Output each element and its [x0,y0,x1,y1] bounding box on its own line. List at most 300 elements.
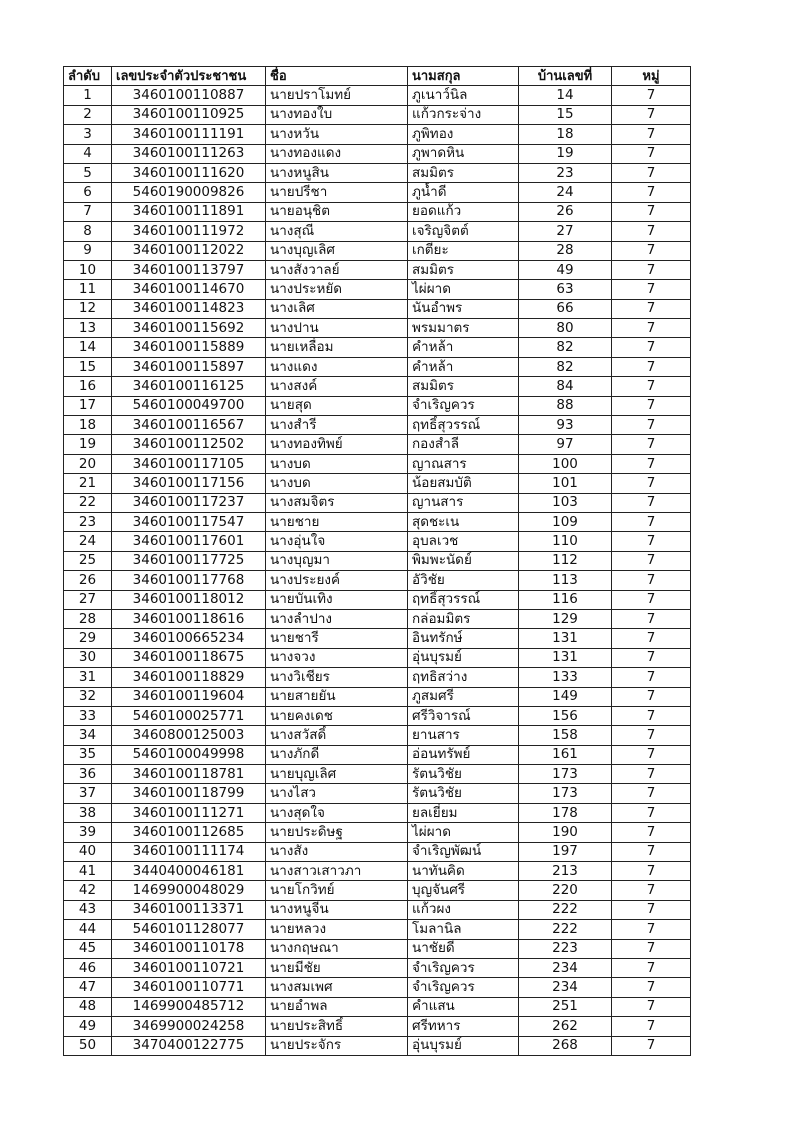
cell-surname: น้อยสมบัติ [408,474,519,493]
cell-order: 46 [64,958,112,977]
cell-village-no: 7 [612,900,691,919]
cell-house-number: 26 [519,202,612,221]
cell-first-name: นางประหยัด [266,280,408,299]
cell-order: 8 [64,222,112,241]
cell-surname: ภูพิทอง [408,125,519,144]
table-row [64,241,691,260]
table-row [64,222,691,241]
cell-first-name: นายปราโมทย์ [266,86,408,105]
cell-surname: เจริญจิตต์ [408,222,519,241]
cell-id-number: 3460100118616 [112,609,266,628]
cell-id-number: 3460100117156 [112,474,266,493]
cell-village-no: 7 [612,648,691,667]
cell-surname: จำเริญควร [408,978,519,997]
cell-order: 35 [64,745,112,764]
cell-order: 47 [64,978,112,997]
header-order: ลำดับ [64,67,112,86]
cell-order: 7 [64,202,112,221]
table-row [64,648,691,667]
cell-village-no: 7 [612,416,691,435]
cell-house-number: 113 [519,571,612,590]
cell-order: 27 [64,590,112,609]
cell-village-no: 7 [612,862,691,881]
cell-surname: รัตนวิชัย [408,784,519,803]
cell-surname: ภูสมศรี [408,687,519,706]
cell-surname: ยอดแก้ว [408,202,519,221]
cell-village-no: 7 [612,571,691,590]
cell-house-number: 190 [519,823,612,842]
cell-village-no: 7 [612,784,691,803]
cell-village-no: 7 [612,144,691,163]
cell-order: 24 [64,532,112,551]
cell-surname: คำหล้า [408,357,519,376]
cell-house-number: 223 [519,939,612,958]
cell-order: 33 [64,706,112,725]
cell-village-no: 7 [612,454,691,473]
table-row [64,260,691,279]
cell-surname: บุญจันศรี [408,881,519,900]
cell-id-number: 3460100118829 [112,668,266,687]
table-row [64,202,691,221]
cell-village-no: 7 [612,1017,691,1036]
cell-house-number: 268 [519,1036,612,1055]
header-village-no: หมู่ [612,67,691,86]
cell-id-number: 3460100116567 [112,416,266,435]
cell-house-number: 66 [519,299,612,318]
cell-first-name: นางอุ่นใจ [266,532,408,551]
cell-order: 22 [64,493,112,512]
cell-first-name: นางหนูจีน [266,900,408,919]
table-row [64,668,691,687]
table-row [64,532,691,551]
cell-surname: ยานสาร [408,726,519,745]
cell-order: 34 [64,726,112,745]
cell-village-no: 7 [612,357,691,376]
cell-surname: กล่อมมิตร [408,609,519,628]
cell-surname: อุ่นบุรมย์ [408,1036,519,1055]
cell-order: 40 [64,842,112,861]
cell-house-number: 234 [519,978,612,997]
cell-house-number: 112 [519,551,612,570]
table-row [64,357,691,376]
cell-house-number: 80 [519,319,612,338]
cell-id-number: 3460100117105 [112,454,266,473]
cell-house-number: 109 [519,512,612,531]
cell-first-name: นางสงค์ [266,377,408,396]
cell-surname: ฤทธิสว่าง [408,668,519,687]
cell-id-number: 3460100110925 [112,105,266,124]
cell-order: 16 [64,377,112,396]
cell-order: 43 [64,900,112,919]
cell-first-name: นางสัง [266,842,408,861]
table-row [64,454,691,473]
cell-village-no: 7 [612,319,691,338]
cell-first-name: นางบุญเลิศ [266,241,408,260]
cell-id-number: 3469900024258 [112,1017,266,1036]
cell-id-number: 3460100117601 [112,532,266,551]
table-row [64,706,691,725]
cell-house-number: 49 [519,260,612,279]
cell-order: 29 [64,629,112,648]
cell-first-name: นางแดง [266,357,408,376]
header-surname: นามสกุล [408,67,519,86]
cell-first-name: นายบุญเลิศ [266,765,408,784]
cell-first-name: นายประดิษฐ [266,823,408,842]
cell-surname: ศรีวิจารณ์ [408,706,519,725]
cell-surname: แก้วผง [408,900,519,919]
cell-first-name: นางภักดี [266,745,408,764]
cell-house-number: 251 [519,997,612,1016]
cell-village-no: 7 [612,338,691,357]
cell-house-number: 213 [519,862,612,881]
cell-id-number: 3460100119604 [112,687,266,706]
cell-surname: สุดชะเน [408,512,519,531]
cell-surname: พรมมาตร [408,319,519,338]
header-id-number: เลขประจำตัวประชาชน [112,67,266,86]
cell-order: 39 [64,823,112,842]
cell-id-number: 3460100110721 [112,958,266,977]
cell-order: 48 [64,997,112,1016]
voter-list-table [63,66,691,1056]
cell-order: 4 [64,144,112,163]
cell-id-number: 3440400046181 [112,862,266,881]
cell-surname: เกตียะ [408,241,519,260]
cell-surname: โมลานิล [408,920,519,939]
cell-first-name: นางสังวาลย์ [266,260,408,279]
cell-house-number: 82 [519,357,612,376]
table-row [64,86,691,105]
header-first-name: ชื่อ [266,67,408,86]
cell-order: 37 [64,784,112,803]
cell-house-number: 97 [519,435,612,454]
cell-first-name: นายชารี [266,629,408,648]
cell-order: 21 [64,474,112,493]
cell-first-name: นางลำปาง [266,609,408,628]
cell-id-number: 3460100111174 [112,842,266,861]
cell-house-number: 63 [519,280,612,299]
table-row [64,338,691,357]
table-row [64,862,691,881]
cell-id-number: 3460100111271 [112,803,266,822]
cell-first-name: นางจวง [266,648,408,667]
cell-village-no: 7 [612,958,691,977]
table-row [64,377,691,396]
cell-order: 49 [64,1017,112,1036]
cell-surname: ไผ่ผาด [408,280,519,299]
cell-house-number: 100 [519,454,612,473]
cell-house-number: 173 [519,765,612,784]
cell-first-name: นายสายยัน [266,687,408,706]
cell-surname: ญาณสาร [408,454,519,473]
cell-first-name: นายประสิทธิ์ [266,1017,408,1036]
cell-surname: อ่อนทรัพย์ [408,745,519,764]
cell-village-no: 7 [612,435,691,454]
table-row [64,493,691,512]
cell-id-number: 3460100118012 [112,590,266,609]
cell-order: 50 [64,1036,112,1055]
cell-village-no: 7 [612,881,691,900]
cell-surname: ญานสาร [408,493,519,512]
cell-surname: สมมิตร [408,260,519,279]
cell-first-name: นางเลิศ [266,299,408,318]
cell-id-number: 3460100118675 [112,648,266,667]
table-row [64,416,691,435]
table-row [64,1017,691,1036]
cell-first-name: นางบด [266,454,408,473]
cell-surname: อุบลเวช [408,532,519,551]
table-row [64,474,691,493]
cell-id-number: 5460190009826 [112,183,266,202]
cell-village-no: 7 [612,842,691,861]
cell-first-name: นายมีชัย [266,958,408,977]
cell-village-no: 7 [612,823,691,842]
cell-village-no: 7 [612,1036,691,1055]
cell-order: 13 [64,319,112,338]
cell-first-name: นายชาย [266,512,408,531]
cell-surname: คำหล้า [408,338,519,357]
cell-first-name: นางทองทิพย์ [266,435,408,454]
cell-house-number: 110 [519,532,612,551]
cell-village-no: 7 [612,726,691,745]
cell-surname: ศรีทหาร [408,1017,519,1036]
cell-order: 12 [64,299,112,318]
table-row [64,396,691,415]
cell-surname: นาชัยดี [408,939,519,958]
cell-surname: ภูเนาว์นิล [408,86,519,105]
table-row [64,920,691,939]
cell-surname: ภูน้ำดี [408,183,519,202]
cell-surname: ไผ่ผาด [408,823,519,842]
cell-surname: จำเริญควร [408,958,519,977]
cell-order: 17 [64,396,112,415]
cell-village-no: 7 [612,978,691,997]
cell-id-number: 3460100114823 [112,299,266,318]
cell-id-number: 3470400122775 [112,1036,266,1055]
cell-first-name: นายอนุชิต [266,202,408,221]
cell-id-number: 1469900048029 [112,881,266,900]
cell-house-number: 131 [519,629,612,648]
cell-surname: จำเริญพัฒน์ [408,842,519,861]
cell-order: 9 [64,241,112,260]
cell-village-no: 7 [612,183,691,202]
cell-id-number: 3460100118781 [112,765,266,784]
cell-house-number: 262 [519,1017,612,1036]
cell-house-number: 23 [519,163,612,182]
header-house-number: บ้านเลขที่ [519,67,612,86]
cell-first-name: นางวิเชียร [266,668,408,687]
cell-first-name: นางบุญมา [266,551,408,570]
cell-village-no: 7 [612,280,691,299]
cell-id-number: 3460100111263 [112,144,266,163]
cell-village-no: 7 [612,260,691,279]
cell-house-number: 103 [519,493,612,512]
cell-id-number: 5460100049998 [112,745,266,764]
cell-order: 31 [64,668,112,687]
cell-order: 6 [64,183,112,202]
cell-house-number: 220 [519,881,612,900]
cell-id-number: 3460100111620 [112,163,266,182]
cell-order: 30 [64,648,112,667]
cell-order: 42 [64,881,112,900]
cell-village-no: 7 [612,493,691,512]
cell-village-no: 7 [612,687,691,706]
cell-village-no: 7 [612,241,691,260]
cell-order: 1 [64,86,112,105]
cell-id-number: 3460100115889 [112,338,266,357]
table-row [64,978,691,997]
cell-surname: ภูพาดหิน [408,144,519,163]
cell-first-name: นายอำพล [266,997,408,1016]
cell-village-no: 7 [612,939,691,958]
cell-id-number: 3460100117237 [112,493,266,512]
cell-id-number: 3460100117768 [112,571,266,590]
cell-house-number: 156 [519,706,612,725]
cell-order: 2 [64,105,112,124]
table-row [64,687,691,706]
cell-id-number: 5460100025771 [112,706,266,725]
table-row [64,958,691,977]
table-row [64,280,691,299]
cell-house-number: 158 [519,726,612,745]
cell-order: 44 [64,920,112,939]
cell-surname: อัวิชัย [408,571,519,590]
cell-order: 36 [64,765,112,784]
cell-order: 3 [64,125,112,144]
cell-id-number: 3460100113797 [112,260,266,279]
cell-house-number: 28 [519,241,612,260]
cell-house-number: 222 [519,920,612,939]
cell-house-number: 15 [519,105,612,124]
table-row [64,299,691,318]
cell-surname: ยลเยี่ยม [408,803,519,822]
cell-surname: รัตนวิชัย [408,765,519,784]
cell-first-name: นางบด [266,474,408,493]
cell-order: 19 [64,435,112,454]
cell-village-no: 7 [612,163,691,182]
cell-first-name: นางไสว [266,784,408,803]
cell-first-name: นางสุดใจ [266,803,408,822]
cell-id-number: 3460100111972 [112,222,266,241]
cell-id-number: 3460100116125 [112,377,266,396]
cell-house-number: 197 [519,842,612,861]
cell-first-name: นายบันเทิง [266,590,408,609]
cell-order: 5 [64,163,112,182]
cell-house-number: 19 [519,144,612,163]
cell-first-name: นายสุด [266,396,408,415]
cell-village-no: 7 [612,202,691,221]
cell-order: 23 [64,512,112,531]
table-row [64,803,691,822]
cell-order: 45 [64,939,112,958]
cell-village-no: 7 [612,86,691,105]
table-row [64,163,691,182]
cell-first-name: นางหนูสิน [266,163,408,182]
cell-id-number: 3460100117547 [112,512,266,531]
cell-order: 28 [64,609,112,628]
table-row [64,183,691,202]
cell-house-number: 88 [519,396,612,415]
cell-surname: อุ่นบุรมย์ [408,648,519,667]
cell-house-number: 222 [519,900,612,919]
cell-village-no: 7 [612,706,691,725]
table-row [64,319,691,338]
cell-house-number: 24 [519,183,612,202]
cell-first-name: นางสาวเสาวภา [266,862,408,881]
table-row [64,590,691,609]
cell-first-name: นายคงเดช [266,706,408,725]
cell-house-number: 173 [519,784,612,803]
cell-village-no: 7 [612,512,691,531]
cell-order: 11 [64,280,112,299]
cell-village-no: 7 [612,396,691,415]
cell-first-name: นางทองใบ [266,105,408,124]
cell-house-number: 234 [519,958,612,977]
cell-order: 41 [64,862,112,881]
header-row [64,67,691,86]
cell-first-name: นางทองแดง [266,144,408,163]
cell-first-name: นางสำรี [266,416,408,435]
cell-surname: แก้วกระจ่าง [408,105,519,124]
cell-house-number: 84 [519,377,612,396]
cell-village-no: 7 [612,629,691,648]
cell-house-number: 149 [519,687,612,706]
table-row [64,1036,691,1055]
cell-house-number: 18 [519,125,612,144]
cell-first-name: นางสวัสดิ์ [266,726,408,745]
cell-house-number: 93 [519,416,612,435]
cell-village-no: 7 [612,377,691,396]
cell-first-name: นางสมเพศ [266,978,408,997]
cell-first-name: นางสุณี [266,222,408,241]
cell-village-no: 7 [612,125,691,144]
cell-village-no: 7 [612,590,691,609]
cell-surname: จำเริญควร [408,396,519,415]
table-row [64,551,691,570]
cell-surname: นาทันคิด [408,862,519,881]
cell-order: 20 [64,454,112,473]
cell-id-number: 3460100111191 [112,125,266,144]
cell-first-name: นายหลวง [266,920,408,939]
cell-id-number: 3460100665234 [112,629,266,648]
cell-order: 14 [64,338,112,357]
cell-order: 10 [64,260,112,279]
cell-village-no: 7 [612,532,691,551]
table-row [64,512,691,531]
table-row [64,726,691,745]
cell-id-number: 3460100111891 [112,202,266,221]
table-row [64,881,691,900]
cell-village-no: 7 [612,745,691,764]
cell-order: 32 [64,687,112,706]
table-row [64,939,691,958]
cell-surname: คำแสน [408,997,519,1016]
cell-id-number: 3460100115897 [112,357,266,376]
cell-house-number: 14 [519,86,612,105]
cell-id-number: 3460100118799 [112,784,266,803]
cell-house-number: 27 [519,222,612,241]
cell-surname: พิมพะนัดย์ [408,551,519,570]
cell-id-number: 3460100112502 [112,435,266,454]
cell-id-number: 3460800125003 [112,726,266,745]
cell-surname: สมมิตร [408,377,519,396]
cell-id-number: 5460100049700 [112,396,266,415]
cell-first-name: นางกฤษณา [266,939,408,958]
table-row [64,765,691,784]
cell-house-number: 116 [519,590,612,609]
cell-first-name: นายโกวิทย์ [266,881,408,900]
cell-house-number: 101 [519,474,612,493]
table-row [64,609,691,628]
